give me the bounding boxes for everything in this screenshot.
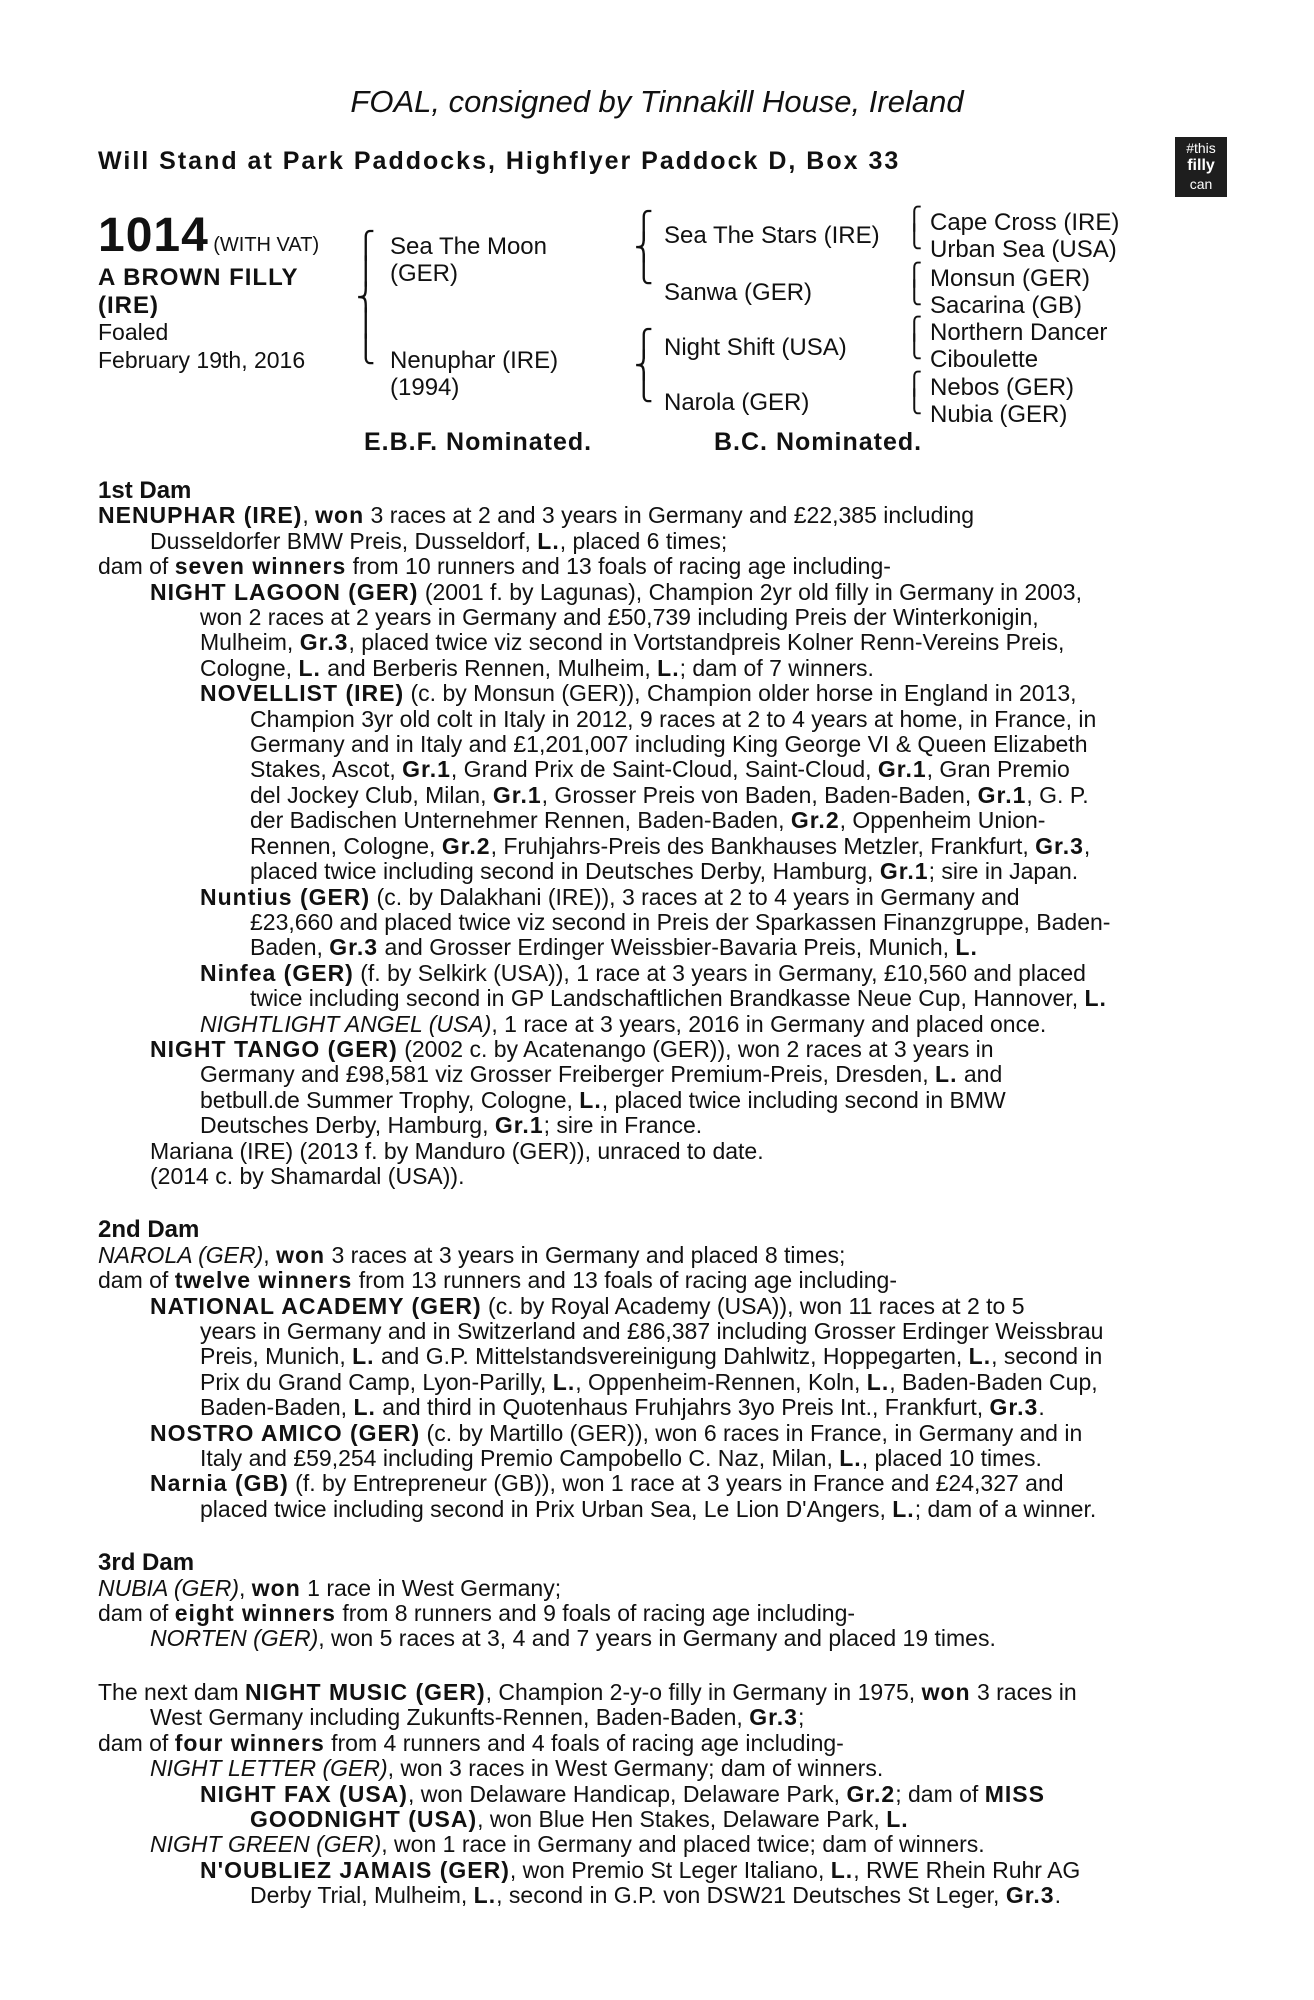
dam-of-winners: eight winners — [174, 1600, 336, 1627]
progeny-entry: NIGHT LETTER (GER), won 3 races in West Germany; dam of winners. — [150, 1755, 884, 1782]
dam-year: (1994) — [390, 374, 460, 401]
progeny-entry-cont: placed twice including second in Prix Urban Sea, Le Lion D'Angers, L.; dam of a winner. — [200, 1495, 1097, 1522]
section-heading: 1st Dam — [98, 477, 192, 504]
progeny-entry-cont: Germany and in Italy and £1,201,007 including King George VI & Queen Elizabeth — [250, 731, 1088, 758]
dam-of-line — [98, 554, 1206, 579]
sire-dam: Sanwa (GER) — [664, 279, 813, 306]
progeny-entry-cont: Stakes, Ascot, Gr.1, Grand Prix de Saint-Cloud, Saint-Cloud, Gr.1, Gran Premio — [250, 756, 1070, 783]
won-label: won — [251, 1574, 301, 1601]
badge-line: filly — [1187, 157, 1215, 174]
progeny-entry: NIGHT LAGOON (GER) (2001 f. by Lagunas), Champion 2yr old filly in Germany in 2003, — [150, 578, 1082, 605]
third-dam-paragraph: NUBIA (GER), won 1 race in West Germany; — [98, 1574, 562, 1601]
brace-g3: ⎧ ⎩ — [906, 316, 923, 359]
progeny-entry: NOSTRO AMICO (GER) (c. by Martillo (GER)), won 6 races in France, in Germany and in — [150, 1419, 1083, 1446]
bc-nominated: B.C. Nominated. — [714, 428, 923, 456]
progeny-entry: NIGHT FAX (USA), won Delaware Handicap, Delaware Park, Gr.2; dam of MISS — [200, 1780, 1045, 1807]
brace-open: ⎧ ⎪ ⎨ ⎪ ⎩ — [356, 230, 376, 364]
dam-text: , placed 6 times; — [559, 527, 728, 554]
progeny-entry — [98, 1626, 1206, 1651]
dam-text: 3 races at 3 years in Germany and placed 8 times; — [325, 1241, 846, 1268]
dam-text: West Germany including Zukunfts-Rennen, Baden-Baden, — [150, 1704, 750, 1731]
dam-of-pre: dam of — [98, 1729, 175, 1756]
badge-line: #this — [1186, 140, 1216, 156]
section-heading: 2nd Dam — [98, 1216, 200, 1244]
progeny-entry-cont: Prix du Grand Camp, Lyon-Parilly, L., Oppenheim-Rennen, Koln, L., Baden-Baden Cup, — [200, 1368, 1098, 1395]
description-line: A BROWN FILLY — [98, 264, 299, 291]
lot-description — [98, 264, 328, 320]
dam-sire: Night Shift (USA) — [664, 334, 847, 361]
sire-sire: Sea The Stars (IRE) — [664, 222, 880, 249]
dam: Nenuphar (IRE) — [390, 347, 559, 374]
section-heading: 3rd Dam — [98, 1549, 195, 1577]
brace-g4: ⎧ ⎩ — [906, 371, 923, 414]
spacer — [98, 1652, 1206, 1680]
progeny-entry: Narnia (GB) (f. by Entrepreneur (GB)), won 1 race at 3 years in France and £24,327 and — [150, 1470, 1064, 1497]
progeny-entry-cont: won 2 races at 2 years in Germany and £50,739 including Preis der Winterkonigin, — [200, 604, 1039, 631]
progeny-entry-cont: Italy and £59,254 including Premio Campobello C. Naz, Milan, L., placed 10 times. — [200, 1445, 1042, 1472]
progeny-entry-cont: Germany and £98,581 viz Grosser Freiberger Premium-Preis, Dresden, L. and — [200, 1061, 1003, 1088]
dam-text: Dusseldorfer BMW Preis, Dusseldorf, — [150, 527, 538, 554]
listed-label: L. — [537, 527, 560, 554]
dam-text: ; — [797, 1704, 805, 1731]
progeny-entry-cont: Preis, Munich, L. and G.P. Mittelstandsvereinigung Dahlwitz, Hoppegarten, L., second in — [200, 1343, 1103, 1370]
progeny-entry: NATIONAL ACADEMY (GER) (c. by Royal Academy (USA)), won 11 races at 2 to 5 — [150, 1292, 1025, 1319]
next-dam-paragraph-cont — [98, 1705, 1206, 1730]
brace-g2: ⎧ ⎩ — [906, 262, 923, 305]
pedigree-g4: Sacarina (GB) — [930, 292, 1083, 319]
won-label: won — [315, 502, 365, 529]
progeny-entry-cont: del Jockey Club, Milan, Gr.1, Grosser Preis von Baden, Baden-Baden, Gr.1, G. P. — [250, 781, 1089, 808]
dam-of-pre: dam of — [98, 1267, 175, 1294]
progeny-entry-cont: der Badischen Unternehmer Rennen, Baden-Baden, Gr.2, Oppenheim Union- — [250, 807, 1046, 834]
dam-of-pre: dam of — [98, 553, 175, 580]
dam-text: 3 races at 2 and 3 years in Germany and £22,385 including — [364, 502, 975, 529]
foaled-label: Foaled — [98, 319, 169, 345]
dam-of-post: from 10 runners and 13 foals of racing age including- — [346, 553, 891, 580]
progeny-entry-cont: Mulheim, Gr.3, placed twice viz second in Vortstandpreis Kolner Renn-Vereins Preis, — [200, 629, 1065, 656]
dam-dam: Narola (GER) — [664, 389, 810, 416]
pedigree-g3: Monsun (GER) — [930, 265, 1091, 292]
progeny-text: , won 5 races at 3, 4 and 7 years in Germany and placed 19 times. — [318, 1625, 996, 1652]
lot-vat: (WITH VAT) — [213, 234, 320, 256]
hashtag-badge — [1175, 137, 1227, 197]
sire-country: (GER) — [390, 260, 458, 287]
pedigree-g8: Nubia (GER) — [930, 401, 1068, 428]
progeny-name: NORTEN (GER) — [150, 1625, 319, 1652]
pedigree-g5: Northern Dancer — [930, 319, 1108, 346]
dam-name — [390, 347, 558, 401]
ebf-nominated: E.B.F. Nominated. — [364, 428, 593, 456]
grandsire-line — [930, 319, 1107, 373]
spacer — [98, 1189, 1206, 1217]
stand-location: Will Stand at Park Paddocks, Highflyer Paddock D, Box 33 — [98, 147, 901, 175]
pedigree-g6: Ciboulette — [930, 346, 1039, 373]
progeny-entry: Nuntius (GER) (c. by Dalakhani (IRE)), 3 races at 2 to 4 years in Germany and — [200, 883, 1020, 910]
second-dam-paragraph: NAROLA (GER), won 3 races at 3 years in Germany and placed 8 times; — [98, 1241, 846, 1268]
progeny-entry-cont: Rennen, Cologne, Gr.2, Fruhjahrs-Preis des Bankhauses Metzler, Frankfurt, Gr.3, — [250, 832, 1091, 859]
dam-of-line — [98, 1268, 1206, 1293]
dam-name: NIGHT MUSIC (GER) — [245, 1678, 486, 1705]
brace-g1: ⎧ ⎩ — [906, 206, 923, 249]
dam-name: NUBIA (GER) — [98, 1574, 239, 1601]
progeny-entry: NIGHT GREEN (GER), won 1 race in Germany and placed twice; dam of winners. — [150, 1831, 985, 1858]
progeny-entry: Ninfea (GER) (f. by Selkirk (USA)), 1 race at 3 years in Germany, £10,560 and placed — [200, 959, 1086, 986]
pedigree-g2: Urban Sea (USA) — [930, 236, 1117, 263]
foaled-info — [98, 318, 305, 374]
dam-text: , Champion 2-y-o filly in Germany in 1975, — [485, 1678, 922, 1705]
dam-text: 1 race in West Germany; — [300, 1574, 562, 1601]
won-label: won — [921, 1678, 971, 1705]
progeny-entry: NOVELLIST (IRE) (c. by Monsun (GER)), Champion older horse in England in 2013, — [200, 680, 1077, 707]
progeny-entry-cont: £23,660 and placed twice viz second in Preis der Sparkassen Finanzgruppe, Baden- — [250, 908, 1111, 935]
next-dam-pre: The next dam — [98, 1678, 246, 1705]
progeny-entry-cont: twice including second in GP Landschaftlichen Brandkasse Neue Cup, Hannover, L. — [250, 985, 1107, 1012]
dam-of-line — [98, 1601, 1206, 1626]
spacer — [98, 1522, 1206, 1550]
pedigree-g7: Nebos (GER) — [930, 374, 1075, 401]
progeny-entry: Mariana (IRE) (2013 f. by Manduro (GER)), unraced to date. — [150, 1137, 764, 1164]
progeny-entry-cont: betbull.de Summer Trophy, Cologne, L., placed twice including second in BMW — [200, 1086, 1006, 1113]
progeny-entry-cont: Derby Trial, Mulheim, L., second in G.P. von DSW21 Deutsches St Leger, Gr.3. — [250, 1882, 1061, 1909]
badge-line: can — [1189, 176, 1213, 192]
first-dam-paragraph-cont — [98, 529, 1206, 554]
group-label: Gr.3 — [749, 1704, 798, 1731]
pedigree-g1: Cape Cross (IRE) — [930, 209, 1120, 236]
progeny-entry: NIGHT TANGO (GER) (2002 c. by Acatenango (GER)), won 2 races at 3 years in — [150, 1035, 994, 1062]
progeny-entry-cont: Cologne, L. and Berberis Rennen, Mulheim, L.; dam of 7 winners. — [200, 654, 874, 681]
progeny-entry-cont: GOODNIGHT (USA), won Blue Hen Stakes, Delaware Park, L. — [250, 1805, 909, 1832]
progeny-entry: (2014 c. by Shamardal (USA)). — [150, 1162, 465, 1189]
sire-name — [390, 233, 547, 287]
dam-of-winners: twelve winners — [174, 1267, 353, 1294]
progeny-entry-cont: placed twice including second in Deutsches Derby, Hamburg, Gr.1; sire in Japan. — [250, 858, 1079, 885]
dam-name: NAROLA (GER) — [98, 1241, 264, 1268]
description-line: (IRE) — [98, 292, 159, 319]
dam-of-post: from 13 runners and 13 foals of racing age including- — [352, 1267, 897, 1294]
progeny-entry: N'OUBLIEZ JAMAIS (GER), won Premio St Leger Italiano, L., RWE Rhein Ruhr AG — [200, 1856, 1081, 1883]
dam-text: 3 races in — [970, 1678, 1077, 1705]
grandsire-line — [930, 374, 1074, 428]
grandsire-line — [930, 209, 1119, 263]
progeny-entry-cont: Baden, Gr.3 and Grosser Erdinger Weissbier-Bavaria Preis, Munich, L. — [250, 934, 978, 961]
dam-of-winners: seven winners — [174, 553, 347, 580]
brace-dam: ⎧ ⎨ ⎩ — [634, 328, 654, 402]
catalogue-body — [98, 478, 1206, 1909]
progeny-entry-cont: Deutsches Derby, Hamburg, Gr.1; sire in France. — [200, 1112, 703, 1139]
lot-header — [98, 208, 319, 263]
first-dam-paragraph: NENUPHAR (IRE), won 3 races at 2 and 3 years in Germany and £22,385 including — [98, 502, 975, 529]
progeny-entry-cont: Baden-Baden, L. and third in Quotenhaus Fruhjahrs 3yo Preis Int., Frankfurt, Gr.3. — [200, 1394, 1045, 1421]
dam-of-post: from 4 runners and 4 foals of racing age including- — [324, 1729, 844, 1756]
dam-of-pre: dam of — [98, 1600, 175, 1627]
next-dam-paragraph — [98, 1680, 1206, 1705]
progeny-entry-cont: Champion 3yr old colt in Italy in 2012, 9 races at 2 to 4 years at home, in France, in — [250, 705, 1097, 732]
lot-number: 1014 — [98, 209, 209, 262]
progeny-entry-cont: years in Germany and in Switzerland and £86,387 including Grosser Erdinger Weissbrau — [200, 1318, 1104, 1344]
dam-of-winners: four winners — [174, 1729, 325, 1756]
progeny-entry: NIGHTLIGHT ANGEL (USA), 1 race at 3 years, 2016 in Germany and placed once. — [200, 1010, 1047, 1037]
dam-name: NENUPHAR (IRE) — [98, 502, 303, 529]
won-label: won — [276, 1241, 326, 1268]
brace-sire: ⎧ ⎨ ⎩ — [634, 210, 654, 284]
dam-of-line — [98, 1731, 1206, 1756]
dam-of-post: from 8 runners and 9 foals of racing age including- — [335, 1600, 856, 1627]
grandsire-line — [930, 265, 1090, 319]
foaled-date: February 19th, 2016 — [98, 347, 306, 373]
sire: Sea The Moon — [390, 233, 547, 260]
page-title: FOAL, consigned by Tinnakill House, Ireland — [350, 84, 964, 119]
